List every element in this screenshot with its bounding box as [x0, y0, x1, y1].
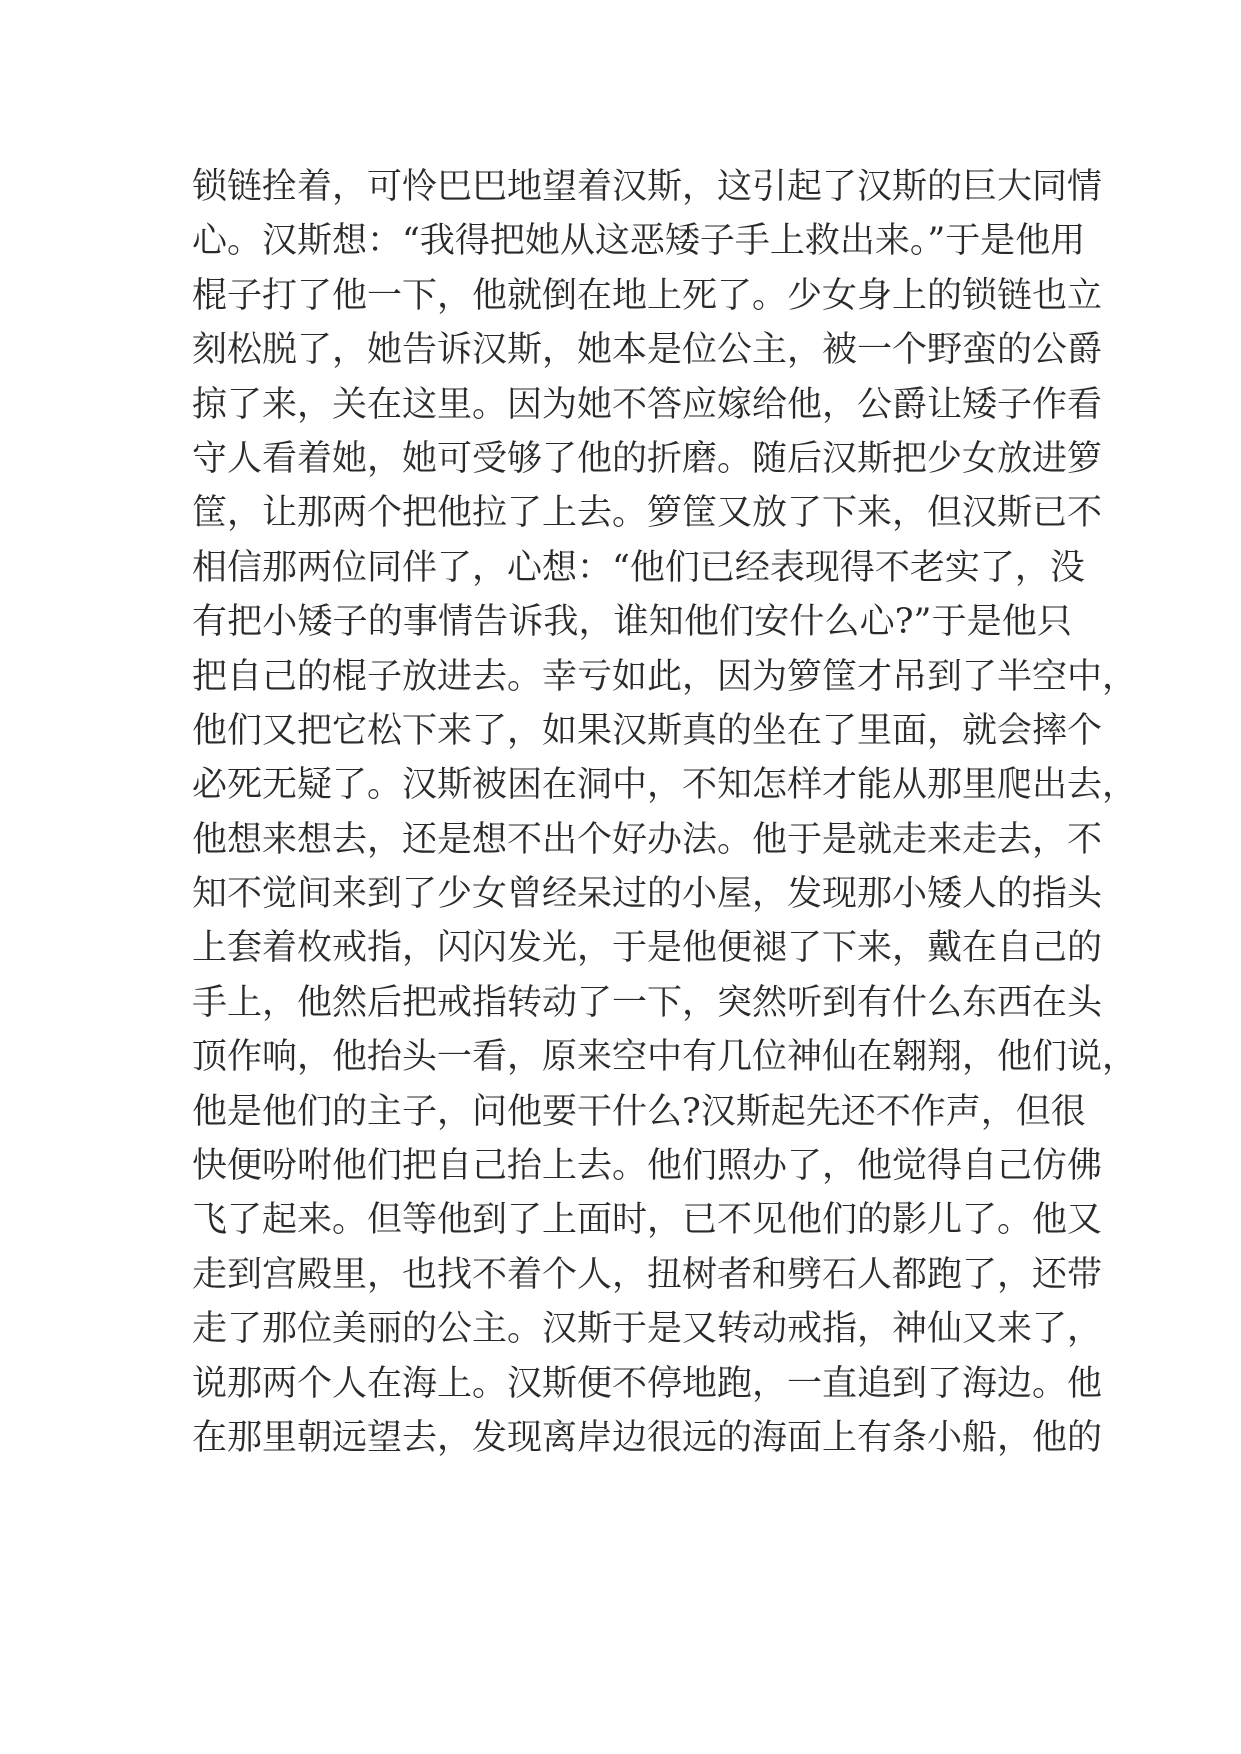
text-line: 把自己的棍子放进去。幸亏如此，因为箩筐才吊到了半空中，	[192, 656, 1138, 697]
text-line: 有把小矮子的事情告诉我，谁知他们安什么心?”于是他只	[192, 602, 1072, 643]
text-line: 必死无疑了。汉斯被困在洞中，不知怎样才能从那里爬出去，	[192, 765, 1138, 806]
text-line: 飞了起来。但等他到了上面时，已不见他们的影儿了。他又	[192, 1200, 1103, 1241]
text-line: 锁链拴着，可怜巴巴地望着汉斯，这引起了汉斯的巨大同情	[192, 167, 1103, 207]
text-line: 筐，让那两个把他拉了上去。箩筐又放了下来，但汉斯已不	[192, 493, 1103, 534]
text-line: 快便吩咐他们把自己抬上去。他们照办了，他觉得自己仿佛	[192, 1146, 1103, 1187]
text-line: 手上，他然后把戒指转动了一下，突然听到有什么东西在头	[192, 982, 1103, 1023]
body-text	[192, 160, 1138, 1465]
text-line: 走到宫殿里，也找不着个人，扭树者和劈石人都跑了，还带	[192, 1254, 1103, 1295]
text-line: 他们又把它松下来了，如果汉斯真的坐在了里面，就会摔个	[192, 710, 1103, 751]
text-line: 走了那位美丽的公主。汉斯于是又转动戒指，神仙又来了，	[192, 1309, 1103, 1350]
text-line: 刻松脱了，她告诉汉斯，她本是位公主，被一个野蛮的公爵	[192, 330, 1103, 371]
text-line: 他是他们的主子，问他要干什么?汉斯起先还不作声，但很	[192, 1091, 1086, 1132]
text-line: 守人看着她，她可受够了他的折磨。随后汉斯把少女放进箩	[192, 438, 1103, 479]
text-line: 棍子打了他一下，他就倒在地上死了。少女身上的锁链也立	[192, 275, 1103, 316]
text-line: 上套着枚戒指，闪闪发光，于是他便褪了下来，戴在自己的	[192, 928, 1103, 969]
text-line: 掠了来，关在这里。因为她不答应嫁给他，公爵让矮子作看	[192, 384, 1103, 425]
text-line: 相信那两位同伴了，心想：“他们已经表现得不老实了，没	[192, 547, 1085, 588]
text-line: 心。汉斯想：“我得把她从这恶矮子手上救出来。”于是他用	[192, 221, 1086, 262]
text-line: 知不觉间来到了少女曾经呆过的小屋，发现那小矮人的指头	[192, 874, 1103, 915]
text-line: 顶作响，他抬头一看，原来空中有几位神仙在翱翔，他们说，	[192, 1037, 1138, 1078]
text-line: 他想来想去，还是想不出个好办法。他于是就走来走去，不	[192, 819, 1103, 860]
text-line: 说那两个人在海上。汉斯便不停地跑，一直追到了海边。他	[192, 1363, 1103, 1404]
text-line: 在那里朝远望去，发现离岸边很远的海面上有条小船，他的	[192, 1417, 1103, 1458]
